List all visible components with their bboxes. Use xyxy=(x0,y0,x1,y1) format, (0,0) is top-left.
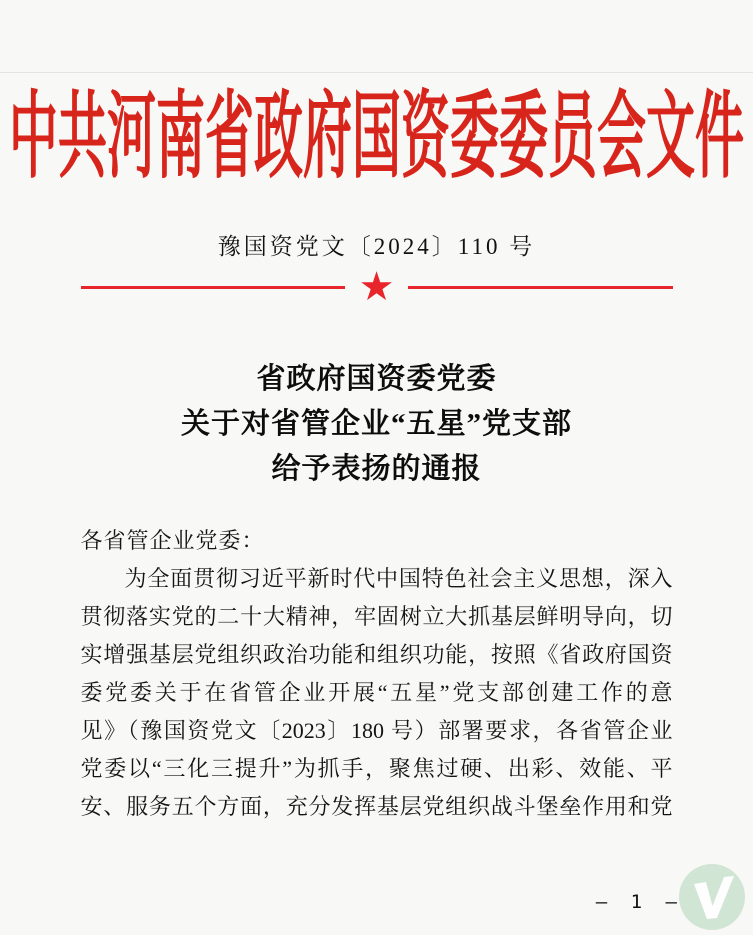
red-divider xyxy=(81,264,673,310)
body-line: 贯彻落实党的二十大精神，牢固树立大抓基层鲜明导向，切 xyxy=(80,604,673,629)
letterhead xyxy=(0,70,753,190)
document-title-line-2: 关于对省管企业“五星”党支部 xyxy=(180,408,572,440)
body-line: 见》（豫国资党文〔2023〕180 号）部署要求，各省管企业 xyxy=(80,718,673,743)
divider-line-right xyxy=(408,286,672,289)
document-title xyxy=(0,357,753,492)
body-line: 为全面贯彻习近平新时代中国特色社会主义思想，深入 xyxy=(124,566,673,591)
document-body xyxy=(81,522,673,826)
page-number: — 1 — xyxy=(595,891,683,913)
salutation: 各省管企业党委： xyxy=(80,528,265,553)
letterhead-title: 中共河南省政府国资委委员会文件 xyxy=(8,83,744,190)
body-line: 委党委关于在省管企业开展“五星”党支部创建工作的意 xyxy=(80,680,673,705)
v-logo-watermark-icon xyxy=(679,864,745,930)
document-number: 豫国资党文〔2024〕110 号 xyxy=(217,234,536,259)
divider-line-left xyxy=(81,286,345,289)
body-line: 安、服务五个方面，充分发挥基层党组织战斗堡垒作用和党 xyxy=(80,794,673,819)
document-page xyxy=(0,70,753,933)
document-title-line-3: 给予表扬的通报 xyxy=(271,453,482,485)
body-line: 党委以“三化三提升”为抓手，聚焦过硬、出彩、效能、平 xyxy=(80,756,673,781)
document-title-line-1: 省政府国资委党委 xyxy=(256,363,497,395)
star-icon: ★ xyxy=(358,264,395,310)
body-line: 实增强基层党组织政治功能和组织功能，按照《省政府国资 xyxy=(80,642,673,667)
